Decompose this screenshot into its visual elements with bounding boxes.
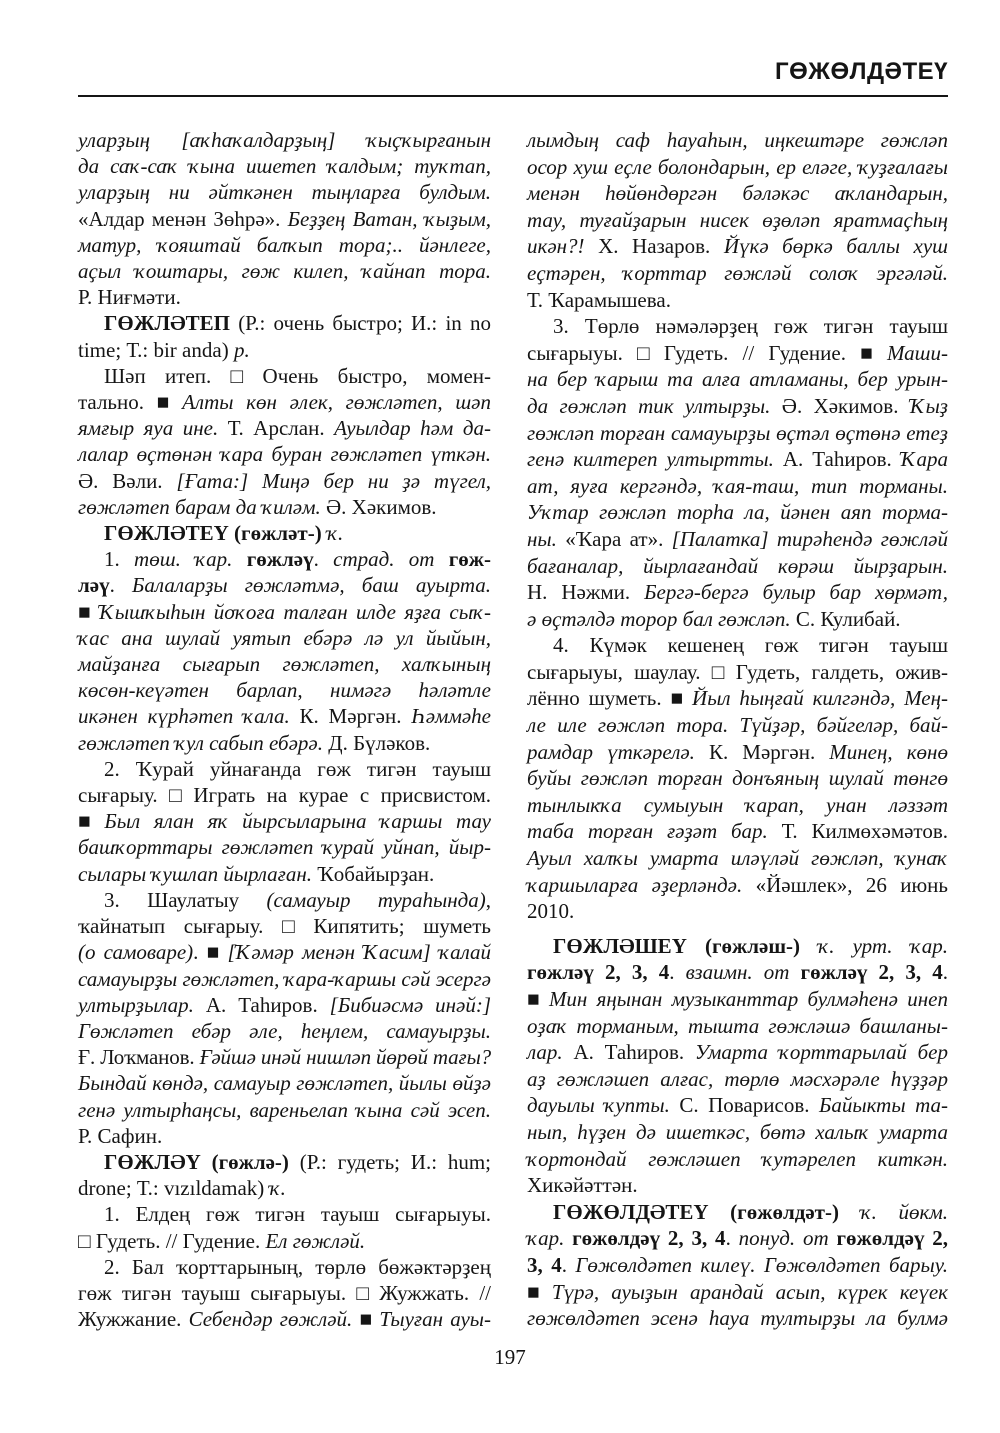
text-line [527,632,948,659]
text-run-italic: [Ғата:] Миңә бер ни ҙә түгел, [176,468,491,493]
text-run-italic: Себендәр гөжләй. [188,1307,353,1332]
text-run: . [725,1226,739,1251]
text-run: 1. [104,547,135,572]
text-run-bold: гөжөлдәү 2, [836,1226,949,1251]
text-line [527,420,948,447]
text-line [78,1280,491,1306]
text-line [78,1254,491,1280]
left-column [78,127,491,1332]
text-line [527,1252,948,1279]
text-run-italic: [Ҡәмәр менән Ҡасим] ҡалай [227,940,491,965]
text-run: . [669,960,686,985]
text-line [78,520,491,546]
text-run: А. Таһиров. [562,1040,695,1065]
text-run-italic: Ғәйшә инәй нишләп йөрөй тағы? [199,1045,491,1070]
dictionary-paragraph [527,1199,948,1332]
text-run: ■ [352,1307,380,1332]
text-line [78,546,491,572]
dictionary-paragraph [78,520,491,546]
text-run-italic: икәнен күрһәтеп ҡала. [78,704,290,729]
text-line [78,494,491,520]
text-run-italic: башҡорттары гөжләтеп ҡурай уйнап, йыр- [78,835,491,860]
text-run-italic: Байыкты та- [819,1093,948,1118]
text-run: Ә. Хәкимов. [320,494,437,519]
text-run-italic: Умарта ҡорттарылай бер [694,1040,948,1065]
text-run: . [561,1252,576,1277]
text-run: . [942,960,948,985]
text-run-italic: Был ялан яҡ йырсыларына ҡаршы тау [104,809,491,834]
text-line [527,1013,948,1040]
text-line [78,992,491,1018]
text-run: . ■ [193,940,228,965]
page-number: 197 [494,1345,526,1369]
text-run: 2. Ҡурай уйнағанда гөж тигән тауыш [104,756,491,781]
text-line [78,1070,491,1096]
text-line [78,258,491,284]
text-line [527,606,948,633]
text-line [527,845,948,872]
right-column [527,127,948,1332]
text-run-italic: Беҙҙең Ватан, ҡыҙым, [287,206,491,231]
text-run-italic: нып, һүҙен дә ишеткәс, бөтә халыҡ умарта [527,1119,948,1144]
text-run-italic: ҡ. [326,521,344,546]
text-run: К. Мәргән. [694,739,830,764]
text-line [527,340,948,367]
text-run-italic: р. [233,337,250,362]
text-run: Жужжание. [78,1307,189,1332]
text-line [527,1225,948,1252]
text-line [78,572,491,598]
text-line [527,180,948,207]
dictionary-paragraph [527,127,948,313]
text-line [78,1018,491,1044]
text-line [527,446,948,473]
text-run-italic: Ауылдар һәм да- [334,416,491,441]
text-line [527,1039,948,1066]
text-run-italic: генә ултырһаңсы, вареньелап ҡына сәй эсеп. [78,1097,491,1122]
text-run-italic: ҡаршыларға әҙерләндә. [527,872,743,897]
text-run-bold: гөжләү [246,547,314,572]
text-run: Т. Арслан. [218,416,335,441]
text-run-italic: ҡас ана шулай уятып ебәрә лә ул йыйын, [78,625,491,650]
text-line [527,393,948,420]
text-run-italic: Ҡара [900,447,948,472]
text-run-italic: понуд. от [738,1226,837,1251]
text-run: Н. Нәжми. [527,580,645,605]
text-run-bold: ГӨЖЛӘТЕП [104,311,230,336]
text-line [527,659,948,686]
text-line [527,792,948,819]
text-line [78,651,491,677]
text-line [78,1306,491,1332]
text-line [78,913,491,939]
text-run: 2. Бал ҡорттарының, төрлө бөжәктәрҙең [104,1254,491,1279]
text-line [527,313,948,340]
header-rule [78,95,948,97]
text-line [78,1123,491,1149]
text-line [78,966,491,992]
text-line [78,468,491,494]
text-run-italic: Ҡышҡыһын йоҡоға талған илде яҙға сыҡ- [99,599,492,624]
text-run-italic: (самауыр тураһында) [266,887,486,912]
text-line [527,499,948,526]
text-run: , [485,887,491,912]
text-run: (Р.: гудеть; И.: hum; [288,1149,491,1174]
text-line [527,473,948,500]
text-run: . [109,573,133,598]
text-line [527,712,948,739]
text-run-italic: генә килтереп ултыртты. [527,447,774,472]
text-run-italic: Уҡтар гөжләп торһа ла, йәнен аяп торма- [527,500,948,525]
text-run-italic: еҫтәрен, ҡорттар гөжләй солоҡ эргәләй. [527,260,948,285]
text-line [527,986,948,1013]
text-run: drone; Т.: vızıldamak) [78,1176,270,1201]
text-run-bold: ГӨЖӨЛДӘТЕҮ (гөжөлдәт-) [553,1199,861,1224]
text-run: Р. Ниғмәти. [78,285,181,310]
text-run-italic: Ҡыҙ [909,393,948,418]
text-run-italic: Бергә-бергә булыр бар хөрмәт, [644,580,948,605]
text-line [78,1201,491,1227]
text-run-italic: сылары ҡушлап йырлаған. [78,861,313,886]
text-run-italic: Балаларҙы гөжләтмә, баш ауырта. [132,573,492,598]
text-line [78,127,491,153]
text-run-italic: Йүкә бөркә баллы хуш [723,234,949,259]
text-line [527,898,948,925]
text-run: . [313,547,334,572]
text-run-italic: гөжләтеп барам да ҡиләм. [78,494,321,519]
text-run: □ Гудеть. // Гудение. [78,1228,266,1253]
text-run: time; Т.: bir anda) [78,337,234,362]
text-run: сығарыуы. □ Гудеть. // Гудение. ■ [527,340,887,365]
dictionary-paragraph [78,546,491,756]
text-line [527,872,948,899]
text-run: ■ [78,599,100,624]
text-run-italic: взаимн. от [685,960,801,985]
text-run: А. Таһиров. [773,447,901,472]
dictionary-paragraph [78,1201,491,1253]
text-run: А. Таһиров. [193,992,330,1017]
text-run-italic: уларҙың [аҡһаҡалдарҙың] ҡыҫҡырғанын [78,128,491,152]
text-line [527,553,948,580]
text-run-italic: ҡ. йөкм. [860,1199,948,1224]
text-run-italic: Йыл һыңғай килгәндә, Мең- [692,686,948,711]
text-line [527,207,948,234]
text-run-italic: (о самоваре) [78,940,194,965]
text-run: лённо шуметь. ■ [527,686,693,711]
text-line [527,1119,948,1146]
text-run: 1. Елдең гөж тигән тауыш сығарыуы. [104,1202,491,1227]
text-run: Р. Сафин. [78,1123,163,1148]
text-run-italic: аҫыл ҡоштары, гөж килеп, ҡайнап тора. [78,259,491,284]
text-run: 4. Күмәк кешенең гөж тигән тауыш [553,633,948,658]
running-head: ГӨЖӨЛДӘТЕҮ [774,58,948,85]
text-line [78,599,491,625]
text-run-italic: страд. от [333,547,449,572]
text-run-italic: ҡортондай гөжләшеп ҡутәрелеп киткән. [527,1146,948,1171]
text-run-italic: ны. [527,526,557,551]
text-line [527,287,948,314]
text-line [527,127,948,154]
text-run-italic: дауылы ҡупты. [527,1093,670,1118]
text-run-italic: Бындай көндә, самауыр гөжләтеп, йылы өйҙә [78,1071,491,1096]
text-run-italic: ат, яуға кергәндә, ҡая-таш, тип торманы. [527,473,948,498]
text-run-bold: гөжләү 2, 3, 4 [527,960,670,985]
text-run-italic: самауырҙы гөжләтеп, ҡара-ҡаршы сәй эсергә [78,966,491,991]
text-run-bold: гөж- [448,547,492,572]
text-run-italic: Ел гөжләй. [265,1228,366,1253]
text-line [527,260,948,287]
text-line [527,765,948,792]
text-run-italic: буйы гөжләп торған донъяның шулай төнгө [527,766,948,791]
text-line [527,579,948,606]
text-line [78,782,491,808]
text-run-italic: Һәммәһе [411,704,491,729]
text-run-italic: Тыуған ауы- [379,1307,491,1332]
text-run-italic: гөжләп торған самауырҙы өҫтәл өҫтөнә етеҙ [527,420,948,445]
text-run: «Алдар менән Зөһрә». [78,206,288,231]
text-run-italic: ҡ. урт. ҡар. [818,933,948,958]
text-run-italic: лалар өҫтөнән ҡара буран гөжләтеп үткән. [78,442,491,467]
text-run-italic: Маши- [886,340,948,365]
text-line [527,739,948,766]
dictionary-paragraph [78,363,491,520]
text-run-italic: майҙанға сығарып гөжләтеп, халҡының [78,652,491,677]
text-run: 3. Төрлө нәмәләрҙең гөж тигән тауыш [553,314,948,339]
text-line [527,1066,948,1093]
text-run: 2010. [527,899,575,924]
text-line [527,526,948,553]
text-run-italic: Гөжөлдәтеп килеү. Гөжөлдәтеп барыу. [575,1252,948,1277]
dictionary-paragraph [78,1149,491,1201]
text-run-bold: 3, 4 [527,1252,562,1277]
text-run-bold: ГӨЖЛӘШЕҮ (гөжләш-) [553,933,819,958]
dictionary-paragraph [78,756,491,887]
text-run-italic: ҡар. [527,1226,573,1251]
text-run-italic: Минең, көнө [829,739,948,764]
text-run-italic: аҙ гөжләшеп алғас, төрлө мәсхәрәле һүҙҙәр [527,1066,948,1091]
text-run: «Ҡара ат». [556,526,672,551]
text-line [527,1092,948,1119]
text-run-bold: ГӨЖЛӘТЕҮ (гөжләт-) [104,521,327,546]
text-run-bold: ГӨЖЛӘҮ (гөжлә-) [104,1149,289,1174]
text-line [527,1146,948,1173]
dictionary-paragraph [527,632,948,925]
text-line [78,703,491,729]
text-line [527,366,948,393]
dictionary-paragraph [527,933,948,1199]
text-line [527,1305,948,1332]
text-line [527,233,948,260]
text-run-italic: икән?! [527,234,585,259]
text-line [527,1172,948,1199]
text-run-italic: Ауыл халҡы умарта иләүләй гөжләп, ҡунаҡ [527,846,948,871]
text-run: Т. Килмөхәмәтов. [767,819,948,844]
text-line [78,1175,491,1201]
text-run-italic: Гөжләтеп ебәр әле, һеңлем, самауырҙы. [78,1018,491,1043]
text-run: Х. Назаров. [584,234,724,259]
text-run: Ғ. Лоҡманов. [78,1045,200,1070]
text-run-italic: бағаналар, йырлағандай көрәш йырҙарын. [527,553,948,578]
text-line [78,153,491,179]
text-line [78,310,491,336]
text-run-italic: гөжөлдәтеп эсенә һауа тултырҙы ла булмә [527,1306,948,1331]
text-line [78,363,491,389]
text-run: гөж тигән тауыш сығарыуы. □ Жужжать. // [78,1280,491,1305]
text-line [78,625,491,651]
text-run-italic: осор хуш еҫле болондарын, ер еләге, ҡуҙғалағы [527,154,948,179]
text-run-italic: тынлыкҡа сумыуын ҡарап, унан ләззәт [527,792,948,817]
text-run-italic: ле иле гөжләп тора. Түйҙәр, бәйгеләр, бай- [527,713,948,738]
text-run-italic: Мин яңынан музыканттар булмәһенә инеп [548,987,948,1011]
text-line [527,1199,948,1226]
dictionary-paragraph [78,127,491,310]
text-run: «Йәшлек», 26 июнь [742,872,948,897]
text-line [78,179,491,205]
text-line [78,834,491,860]
text-run-bold: гөжләү 2, 3, 4 [800,960,943,985]
text-line [78,337,491,363]
text-line [78,677,491,703]
text-line [527,933,948,960]
text-run-italic: да гөжләп тик ултырҙы. [527,393,771,418]
dictionary-paragraph [78,1254,491,1333]
text-line [527,685,948,712]
text-run: Ә. Вәли. [78,468,177,493]
text-run-bold: ләү [78,573,110,598]
text-run: сығарыу. □ Играть на курае с присвистом. [78,783,491,808]
text-run-italic: төш. ҡар. [134,547,247,572]
text-run: ■ [527,1279,552,1304]
text-line [78,206,491,232]
text-line [78,1149,491,1175]
text-run: (Р.: очень быстро; И.: in no [229,311,491,336]
text-run: Хикәйәттән. [527,1173,638,1198]
text-line [78,441,491,467]
text-run-italic: Алты көн әлек, гөжләтеп, шәп [182,390,492,415]
text-line [78,1097,491,1123]
text-line [78,939,491,965]
text-run: К. Мәргән. [289,704,412,729]
text-run: С. Поварисов. [669,1093,820,1118]
text-line [78,415,491,441]
text-run-italic: да саҡ-саҡ ҡына ишетеп ҡалдым; туҡтап, [78,154,491,179]
text-line [78,232,491,258]
text-run-italic: көсөн-кеүәтен барлап, нимәгә һәләтле [78,678,491,703]
text-run-italic: ултырҙылар. [78,992,194,1017]
text-run: сығарыуы, шаулау. □ Гудеть, галдеть, ожив- [527,659,948,684]
text-run-italic: лар. [527,1040,563,1065]
dictionary-paragraph [78,310,491,362]
text-run-italic: ямғыр яуа ине. [78,416,219,441]
text-run-italic: оҙаҡ торманым, тышта гөжләшә башланы- [527,1013,948,1038]
text-run-italic: таба торған ғәҙәт бар. [527,819,768,844]
text-run: Т. Ҡарамышева. [527,287,671,312]
text-run: С. Кулибай. [790,606,901,631]
text-run-italic: ҡ. [269,1176,286,1201]
text-line [527,818,948,845]
text-run: 3. Шаулатыу [104,887,267,912]
text-run-italic: менән һөйөндөргән бәләкәс аҡландарын, [527,181,948,206]
text-line [78,1044,491,1070]
dictionary-paragraph [78,887,491,1149]
text-run: Шәп итеп. □ Очень быстро, момен- [104,363,491,388]
text-line [527,1279,948,1306]
text-line [78,389,491,415]
text-run-italic: [Палатка] тирәһендә гөжләй [671,526,948,551]
text-line [78,730,491,756]
text-run: Ә. Хәкимов. [770,393,910,418]
text-run: Ҡобайырҙан. [312,861,435,886]
text-line [527,959,948,986]
text-run: ҡайнатып сығарыу. □ Кипятить; шуметь [78,914,491,939]
text-run-italic: [Бибиәсмә инәй:] [329,992,492,1017]
text-line [78,887,491,913]
text-line [527,154,948,181]
text-run: Д. Бүләков. [323,730,431,755]
text-line [78,1228,491,1254]
text-run-bold: гөжөлдәү 2, 3, 4 [572,1226,726,1251]
text-run: ■ [78,809,105,834]
text-run-italic: уларҙың ни әйткәнен тыңларға булдым. [78,180,491,205]
text-run-italic: на бер ҡарыш та алға атламаны, бер урын- [527,367,948,392]
text-run-italic: гөжләтеп ҡул сабып ебәрә. [78,730,323,755]
text-run-italic: тау, туғайҙарын нисек өҙөләп яратмаҫһың [527,207,948,232]
text-run-italic: Түрә, ауыҙын арандай асып, күрек кеүек [551,1279,949,1304]
text-run: тально. ■ [78,390,183,415]
text-run: ■ [527,987,549,1011]
text-line [78,808,491,834]
text-run-italic: лымдың саф һауаһын, иңкештәре гөжләп [527,128,948,152]
dictionary-paragraph [527,313,948,632]
text-line [78,861,491,887]
text-line [78,756,491,782]
text-run-italic: матур, ҡояштай балҡып тора;.. йәнлеге, [78,232,491,257]
text-run-italic: рамдар үткәрелә. [527,739,695,764]
text-line [78,284,491,310]
text-run-italic: ә өҫтәлдә торор бал гөжләп. [527,606,791,631]
